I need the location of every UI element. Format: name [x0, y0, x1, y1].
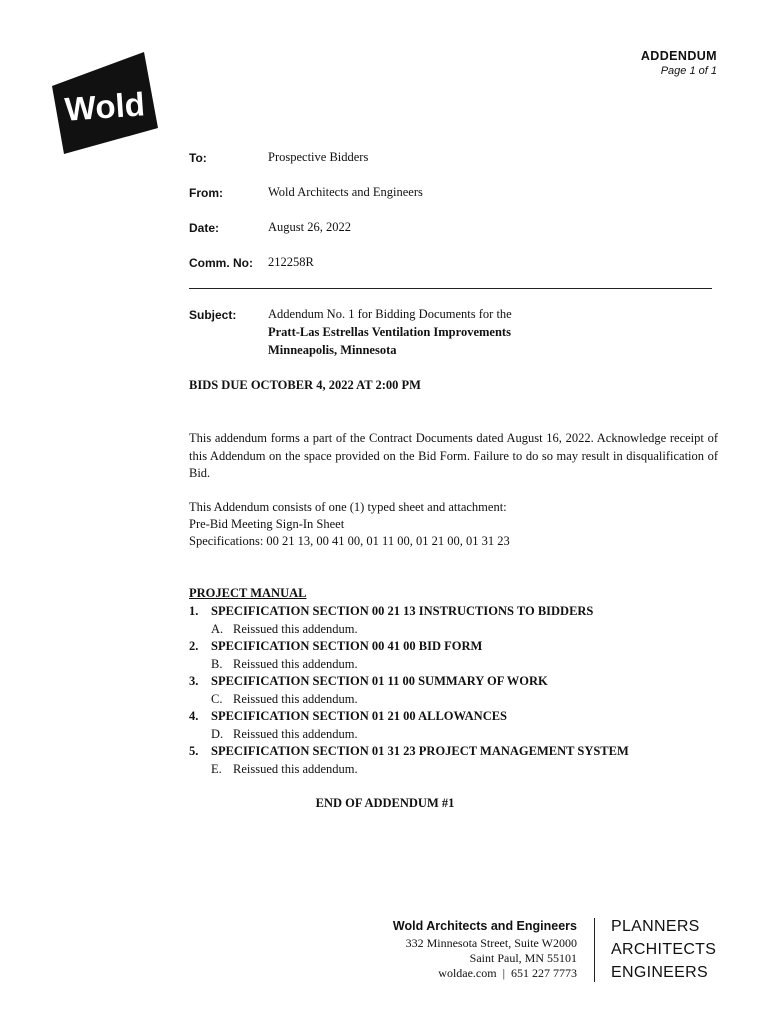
project-manual-heading: PROJECT MANUAL: [189, 586, 307, 600]
logo-text: Wold: [63, 85, 146, 128]
subitem-text: Reissued this addendum.: [233, 762, 358, 776]
from-value: Wold Architects and Engineers: [268, 185, 423, 199]
subitem-letter: C.: [211, 692, 223, 706]
item-number: 3.: [189, 674, 199, 688]
date-value: August 26, 2022: [268, 220, 351, 234]
footer-address-2: Saint Paul, MN 55101: [469, 951, 577, 965]
footer-tag-engineers: ENGINEERS: [611, 964, 708, 981]
wold-logo: [50, 50, 160, 156]
subitem-text: Reissued this addendum.: [233, 622, 358, 636]
acknowledgement-paragraph: This addendum forms a part of the Contract Documents dated August 16, 2022. Acknowledge receipt of this Addendum on the space provided on the Bid Form. Failure to do so may result in disqualification of Bid.: [189, 431, 718, 480]
item-number: 4.: [189, 709, 199, 723]
comm-no-label: Comm. No:: [189, 256, 253, 270]
item-subitem: [211, 692, 358, 707]
item-number: 2.: [189, 639, 199, 653]
subject-project-name: Pratt-Las Estrellas Ventilation Improvements: [268, 325, 511, 339]
footer-address-1: 332 Minnesota Street, Suite W2000: [405, 936, 577, 950]
footer-divider: [594, 918, 595, 982]
item-subitem: [211, 727, 358, 742]
item-number: 5.: [189, 744, 199, 758]
item-title: SPECIFICATION SECTION 01 11 00 SUMMARY OF WORK: [211, 674, 548, 688]
item-title: SPECIFICATION SECTION 01 21 00 ALLOWANCES: [211, 709, 508, 723]
item-title: SPECIFICATION SECTION 00 21 13 INSTRUCTIONS TO BIDDERS: [211, 604, 594, 618]
footer-tag-planners: PLANNERS: [611, 918, 700, 935]
subitem-letter: A.: [211, 622, 224, 636]
subject-location: Minneapolis, Minnesota: [268, 343, 397, 357]
document-title: ADDENDUM: [640, 49, 717, 63]
from-label: From:: [189, 186, 223, 200]
subitem-text: Reissued this addendum.: [233, 727, 358, 741]
footer-contact: woldae.com | 651 227 7773: [438, 966, 577, 980]
subject-label: Subject:: [189, 308, 237, 322]
consists-line-2: Pre-Bid Meeting Sign-In Sheet: [189, 517, 345, 531]
item-title: SPECIFICATION SECTION 01 31 23 PROJECT MANAGEMENT SYSTEM: [211, 744, 629, 758]
comm-no-value: 212258R: [268, 255, 314, 269]
bids-due-notice: BIDS DUE OCTOBER 4, 2022 AT 2:00 PM: [189, 378, 421, 392]
item-subitem: [211, 622, 358, 637]
item-title: SPECIFICATION SECTION 00 41 00 BID FORM: [211, 639, 483, 653]
subitem-text: Reissued this addendum.: [233, 692, 358, 706]
footer-firm-name: Wold Architects and Engineers: [392, 919, 577, 933]
to-value: Prospective Bidders: [268, 150, 369, 164]
subitem-letter: E.: [211, 762, 222, 776]
date-label: Date:: [189, 221, 220, 235]
consists-line-1: This Addendum consists of one (1) typed sheet and attachment:: [189, 500, 507, 514]
subject-line-1: Addendum No. 1 for Bidding Documents for the: [268, 307, 512, 321]
item-number: 1.: [189, 604, 199, 618]
consists-line-3: Specifications: 00 21 13, 00 41 00, 01 11 00, 01 21 00, 01 31 23: [189, 534, 510, 548]
item-subitem: [211, 657, 358, 672]
to-label: To:: [189, 151, 207, 165]
subitem-text: Reissued this addendum.: [233, 657, 358, 671]
subitem-letter: B.: [211, 657, 223, 671]
footer-tag-architects: ARCHITECTS: [611, 941, 717, 958]
end-of-addendum: END OF ADDENDUM #1: [315, 796, 455, 810]
item-subitem: [211, 762, 358, 777]
subitem-letter: D.: [211, 727, 224, 741]
header-divider: [189, 288, 712, 289]
page-indicator: Page 1 of 1: [660, 65, 717, 77]
